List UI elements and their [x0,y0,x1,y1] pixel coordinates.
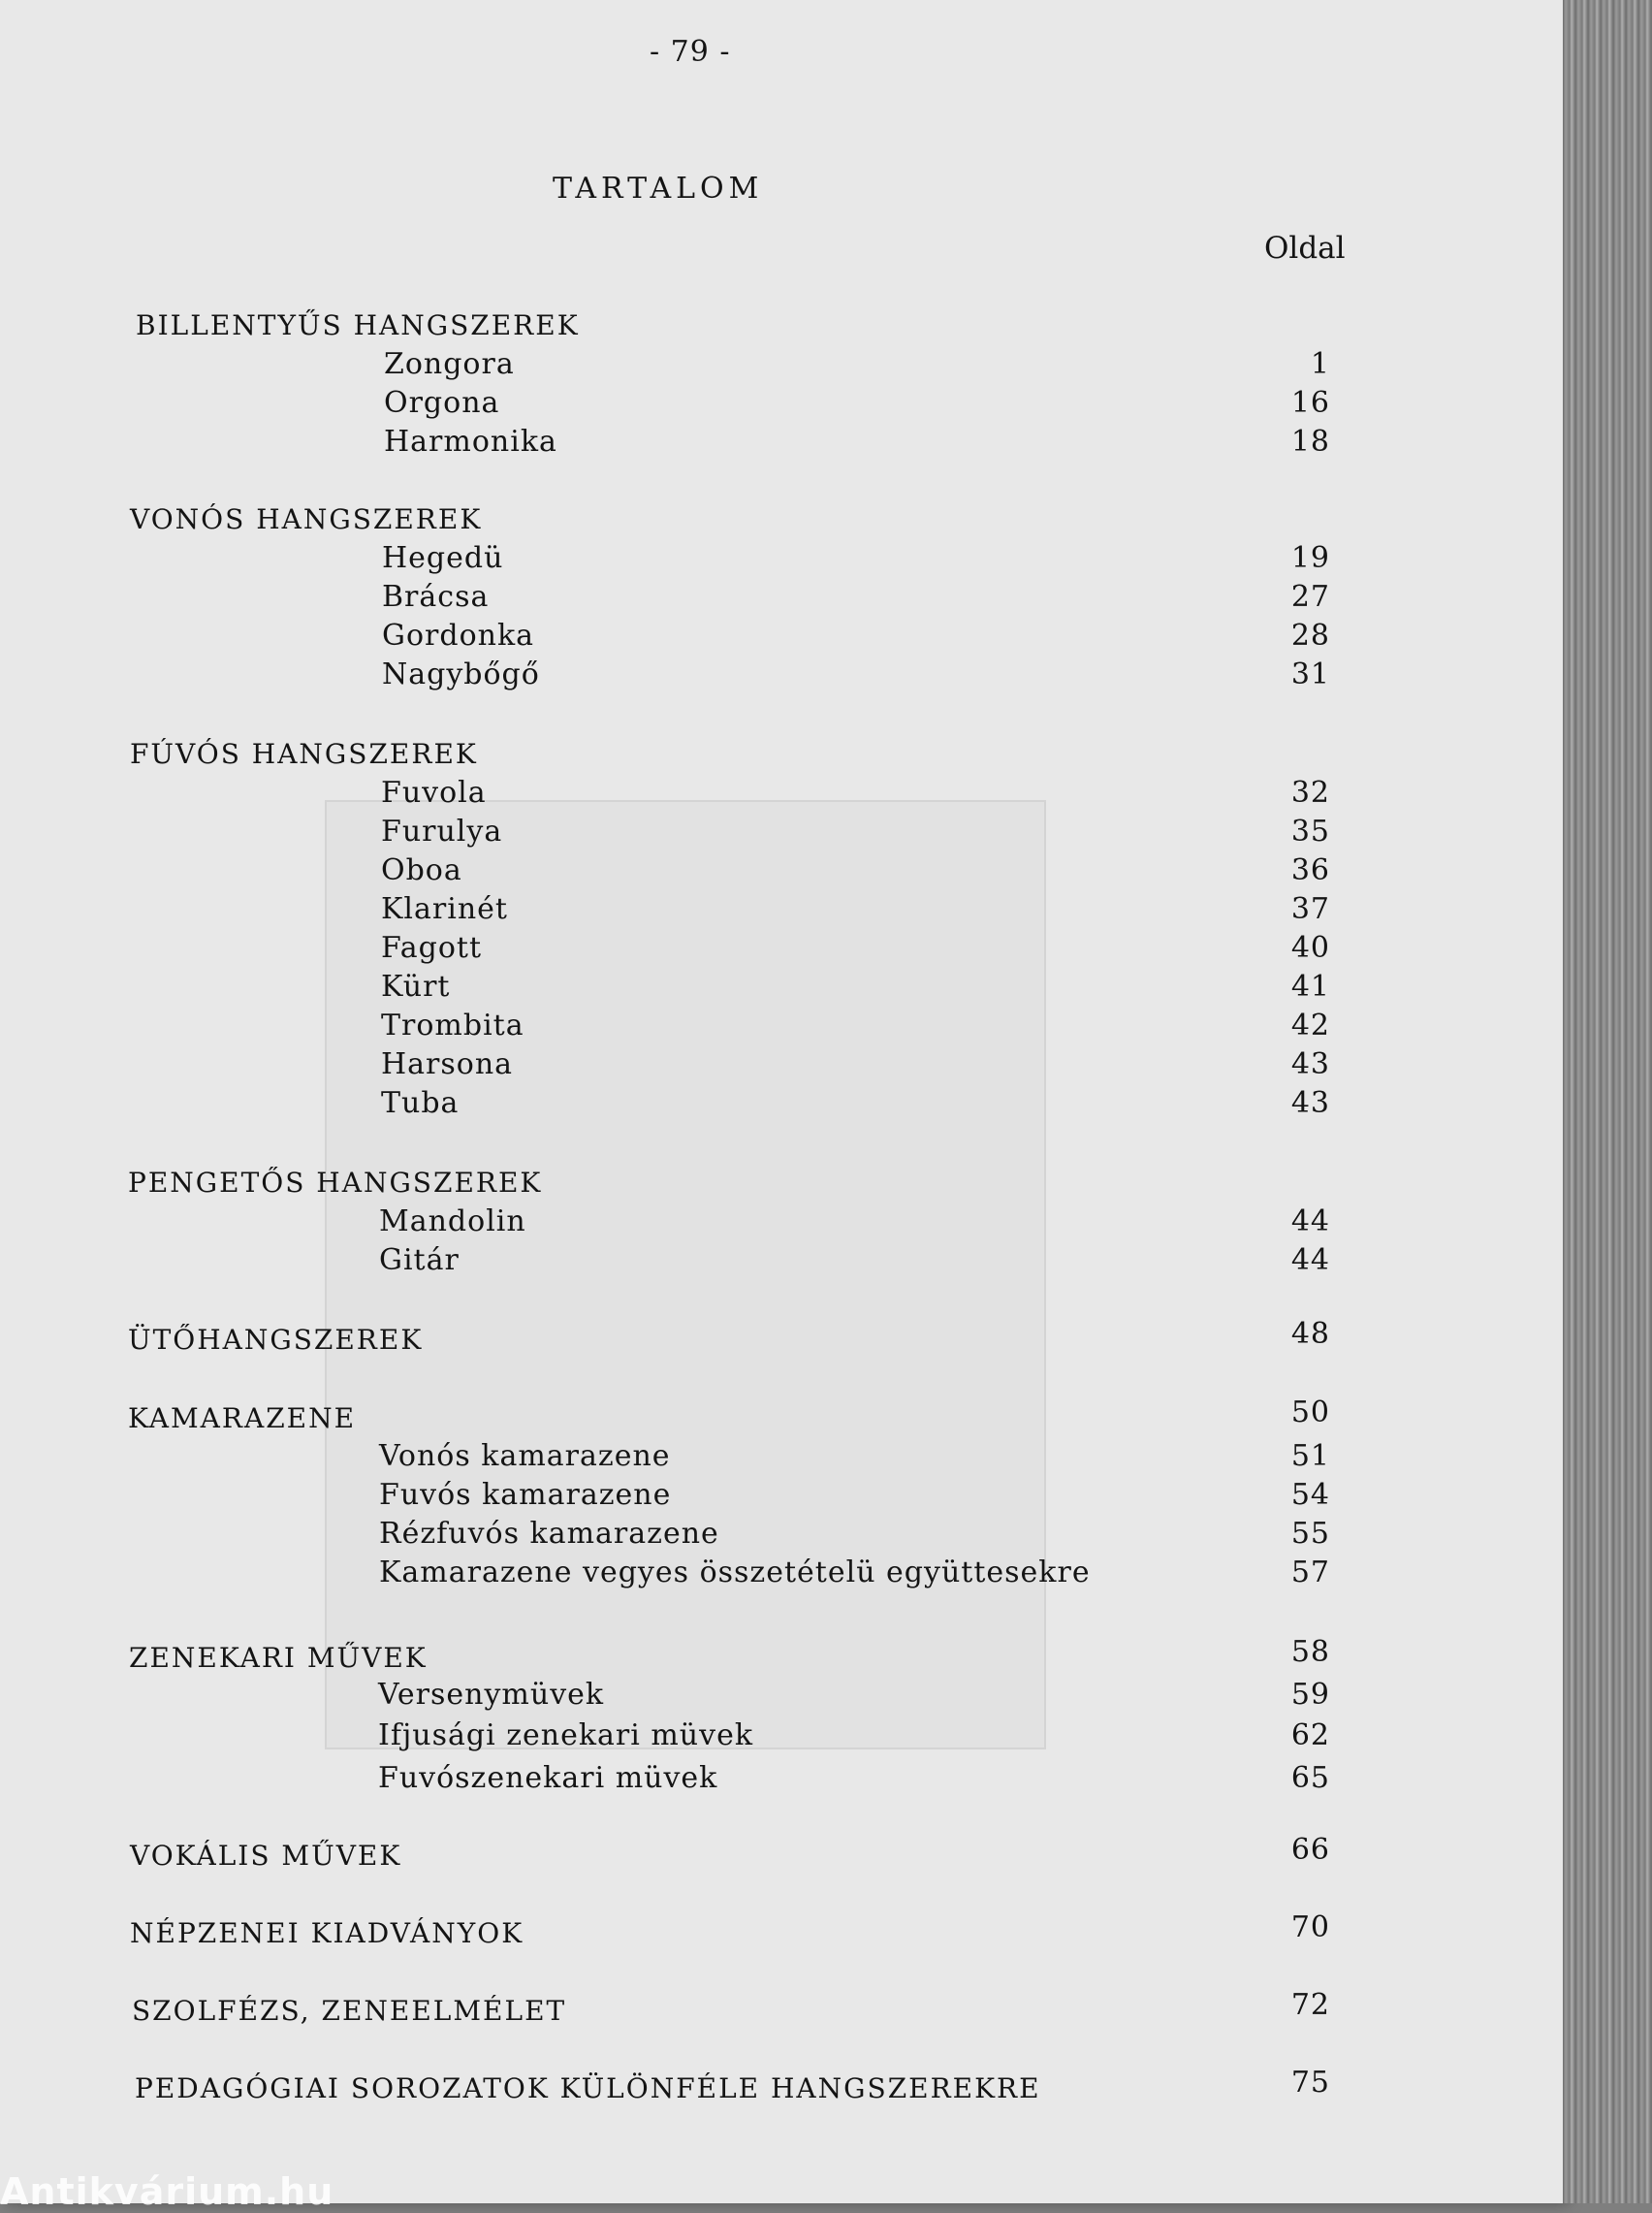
section-heading: VOKÁLIS MŰVEK [130,1840,402,1872]
toc-entry-page: 44 [1290,1243,1330,1277]
section-heading: ÜTŐHANGSZEREK [128,1324,424,1356]
section-heading: SZOLFÉZS, ZENEELMÉLET [132,1995,567,2027]
toc-entry[interactable]: Harsona [381,1047,514,1081]
toc-entry-page: 18 [1290,425,1330,459]
toc-entry[interactable]: Rézfuvós kamarazene [379,1517,719,1551]
toc-entry[interactable]: Orgona [384,386,500,420]
toc-entry[interactable]: Brácsa [382,580,490,614]
toc-entry-page: 59 [1290,1678,1330,1712]
toc-entry[interactable]: Kürt [381,970,451,1004]
toc-entry-page: 28 [1290,619,1330,653]
toc-entry-page: 27 [1290,580,1330,614]
page-number: - 79 - [650,35,731,69]
toc-entry-page: 31 [1290,657,1330,691]
toc-entry-page: 65 [1290,1761,1330,1795]
toc-entry-page: 54 [1290,1478,1330,1512]
toc-entry-page: 41 [1290,970,1330,1004]
toc-entry[interactable]: Versenymüvek [378,1678,605,1712]
toc-entry[interactable]: Furulya [381,815,503,849]
section-heading: PENGETŐS HANGSZEREK [128,1167,543,1199]
toc-entry[interactable]: Gitár [379,1243,460,1277]
section-page-number: 50 [1290,1395,1330,1429]
toc-entry-page: 55 [1290,1517,1330,1551]
toc-entry[interactable]: Fuvós kamarazene [379,1478,672,1512]
toc-entry[interactable]: Nagybőgő [382,657,540,691]
toc-entry-page: 51 [1290,1439,1330,1473]
toc-entry-page: 44 [1290,1204,1330,1238]
toc-entry[interactable]: Vonós kamarazene [379,1439,671,1473]
section-heading: VONÓS HANGSZEREK [130,503,483,535]
toc-entry[interactable]: Kamarazene vegyes összetételü együttesekre [379,1556,1091,1589]
toc-entry-page: 43 [1290,1086,1330,1120]
toc-entry-page: 57 [1290,1556,1330,1589]
section-heading: NÉPZENEI KIADVÁNYOK [130,1917,524,1949]
toc-entry[interactable]: Oboa [381,853,462,887]
toc-entry-page: 42 [1290,1009,1330,1042]
section-heading: BILLENTYŰS HANGSZEREK [136,309,580,341]
toc-entry-page: 32 [1290,776,1330,810]
toc-entry-page: 62 [1290,1718,1330,1752]
section-page-number: 58 [1290,1635,1330,1669]
section-page-number: 70 [1290,1910,1330,1944]
page-title: TARTALOM [553,172,764,206]
toc-entry[interactable]: Fagott [381,931,483,965]
section-heading: PEDAGÓGIAI SOROZATOK KÜLÖNFÉLE HANGSZEREKRE [135,2072,1041,2104]
toc-entry[interactable]: Zongora [384,347,515,381]
section-page-number: 72 [1290,1988,1330,2022]
toc-entry[interactable]: Klarinét [381,892,508,926]
section-page-number: 75 [1290,2066,1330,2100]
toc-entry-page: 40 [1290,931,1330,965]
toc-entry-page: 35 [1290,815,1330,849]
toc-entry[interactable]: Tuba [381,1086,460,1120]
toc-entry-page: 43 [1290,1047,1330,1081]
toc-entry-page: 16 [1290,386,1330,420]
toc-entry[interactable]: Trombita [381,1009,524,1042]
page-column-header: Oldal [1264,231,1346,266]
toc-entry[interactable]: Harmonika [384,425,557,459]
section-page-number: 66 [1290,1833,1330,1867]
toc-entry[interactable]: Gordonka [382,619,535,653]
toc-entry[interactable]: Hegedü [382,541,504,575]
toc-entry[interactable]: Ifjusági zenekari müvek [378,1718,754,1752]
toc-entry-page: 1 [1310,347,1330,381]
section-heading: FÚVÓS HANGSZEREK [130,738,478,770]
section-heading: ZENEKARI MŰVEK [129,1642,428,1674]
toc-entry[interactable]: Fuvola [381,776,487,810]
section-heading: KAMARAZENE [128,1402,357,1434]
toc-entry-page: 19 [1290,541,1330,575]
page-edge-background [1563,0,1652,2203]
watermark: Antikvárium.hu [0,2170,334,2213]
section-page-number: 48 [1290,1317,1330,1351]
toc-entry-page: 36 [1290,853,1330,887]
toc-entry-page: 37 [1290,892,1330,926]
toc-entry[interactable]: Mandolin [379,1204,526,1238]
toc-entry[interactable]: Fuvószenekari müvek [378,1761,718,1795]
